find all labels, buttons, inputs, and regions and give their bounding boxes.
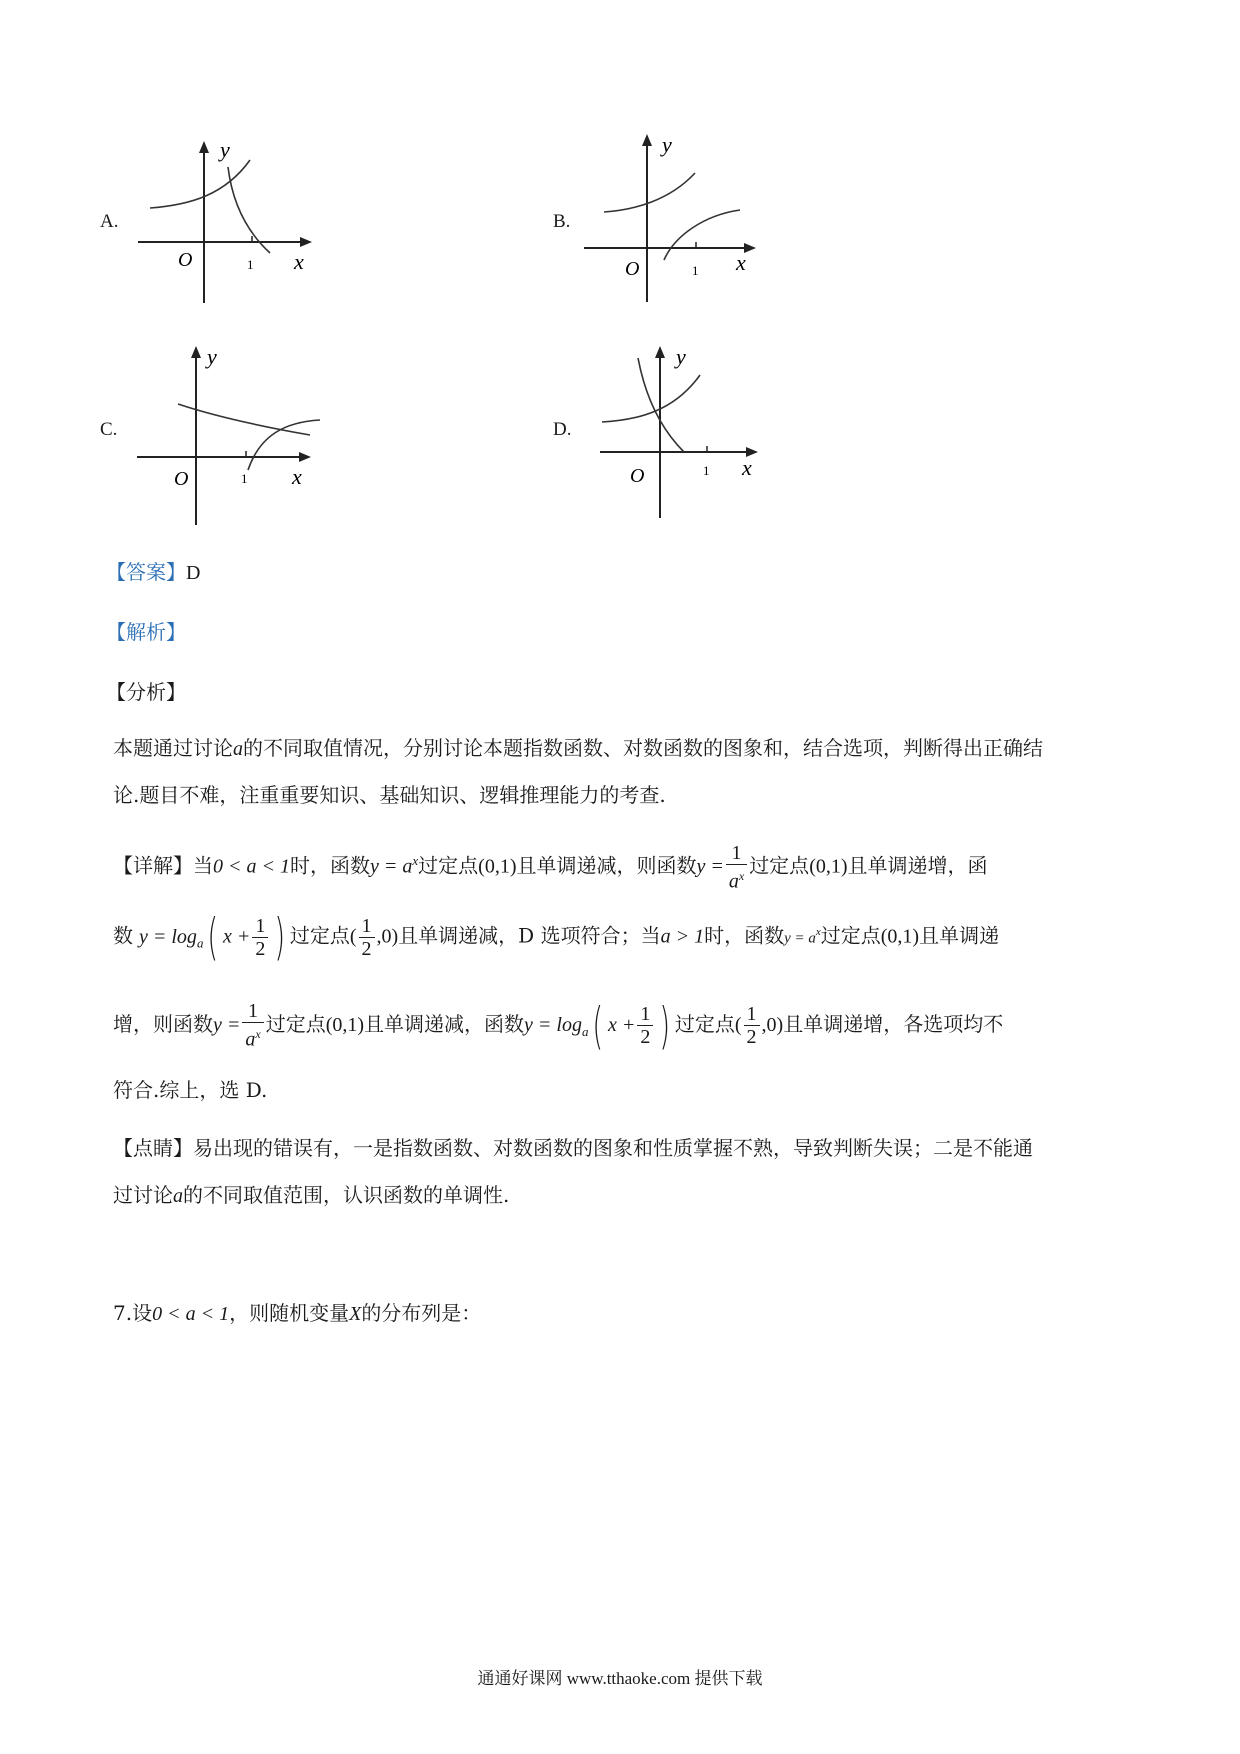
decreasing-exp-curve [178,404,310,435]
y-axis-label: y [207,344,217,369]
numerator: 1 [744,1003,760,1026]
detail-text: 当 [193,853,213,878]
x-axis-label: x [736,250,746,275]
x-axis-label: x [294,249,304,274]
x-axis-arrow-icon [299,452,311,462]
fenxi-text-3: 论.题目不难，注重重要知识、基础知识、逻辑推理能力的考查. [113,783,666,807]
dianjing-tag: 【点睛】 [113,1136,193,1160]
left-paren: ( [592,996,604,1055]
detail-text: 且单调递减，则函数 [516,853,697,878]
point-close: ,0) [376,925,399,948]
question-7 [113,1298,1133,1329]
origin-label: O [625,258,640,280]
option-c-label: C. [100,419,118,440]
random-variable: X [349,1303,362,1325]
dianjing-var: a [173,1185,183,1207]
x-axis-arrow-icon [300,237,312,247]
denominator: 2 [361,937,372,960]
exp-curve [602,375,700,422]
option-b-label: B. [553,211,571,232]
left-paren: ( [207,908,219,967]
page-footer: 通通好课网 www.tthaoke.com 提供下载 [477,1669,763,1688]
option-b-graph [580,130,780,310]
detail-line-2 [113,904,1133,972]
answer-line [106,556,200,585]
fraction [744,1003,760,1048]
answer-tag: 【答案】 [106,560,186,584]
option-d-label: D. [553,419,572,440]
exponent: x [738,868,745,883]
fenxi-text-1: 本题通过讨论 [113,736,233,760]
fraction [637,1003,653,1048]
log-argument: x + [222,925,251,948]
right-paren: ) [274,908,286,967]
point-open: ( [349,925,357,948]
function-log: y = log [524,1014,582,1036]
denominator: 2 [746,1026,757,1048]
detail-text: 过定点 [820,923,881,948]
function-log: y = log [139,925,197,948]
question-text: ，则随机变量 [229,1301,350,1325]
condition: a > 1 [660,925,705,948]
fenxi-paragraph-line2 [113,780,1133,810]
detail-line-4 [113,1075,1133,1105]
function-y: y = [696,855,724,878]
numerator: 1 [359,915,375,938]
y-axis-arrow-icon [642,134,652,146]
tick-label: 1 [247,257,254,272]
analysis-tag: 【解析】 [106,620,186,644]
point-close: ,0) [761,1014,784,1036]
y-axis-label: y [220,137,230,162]
detail-line-3 [113,996,1133,1060]
denominator: 2 [255,937,266,960]
fraction [252,915,268,960]
tick-label: 1 [692,263,699,278]
function-exp: y = a [784,930,816,947]
detail-text: 数 [113,923,133,948]
x-axis-label: x [292,464,302,489]
y-axis-arrow-icon [655,346,665,358]
tick-label: 1 [241,471,248,486]
condition: 0 < a < 1 [213,855,290,878]
log-base: a [196,935,204,951]
origin-label: O [178,249,193,271]
detail-text: 增，则函数 [113,1012,213,1036]
dianjing-text: 过讨论 [113,1183,173,1207]
option-a-label: A. [100,211,119,232]
y-axis-label: y [662,132,672,157]
y-axis-label: y [676,344,686,369]
log-base: a [581,1024,589,1039]
fraction [726,842,747,893]
function-exp: y = a [370,855,413,878]
detail-text: 且单调递增，各选项均不 [783,1012,1004,1036]
dianjing-line-1 [113,1133,1133,1163]
detail-text: 符合.综上，选 D. [113,1078,268,1102]
numerator: 1 [252,915,268,938]
option-d-graph [590,340,790,525]
y-axis-arrow-icon [191,346,201,358]
detail-text: 过定点 [265,1012,326,1036]
origin-label: O [174,468,189,490]
denominator: a [245,1028,256,1051]
exp-curve [604,173,695,212]
answer-value: D [186,562,201,584]
denominator: a [728,870,739,893]
log-argument: x + [607,1014,636,1036]
x-axis-arrow-icon [744,243,756,253]
log-curve [248,420,320,470]
decreasing-curve [228,167,270,253]
point: (0,1) [809,855,848,878]
fenxi-var: a [233,738,243,760]
denominator: 2 [640,1026,651,1048]
condition: 0 < a < 1 [152,1303,230,1325]
dianjing-line-2 [113,1180,1133,1211]
point: (0,1) [478,855,517,878]
origin-label: O [630,465,645,487]
point: (0,1) [880,925,920,948]
detail-text: 且单调递减，D 选项符合；当 [398,923,661,948]
function-y: y = [213,1014,241,1036]
dianjing-text: 易出现的错误有，一是指数函数、对数函数的图象和性质掌握不熟，导致判断失误；二是不能通 [193,1136,1033,1160]
x-axis-label: x [742,455,752,480]
detail-text: 且单调递增，函 [847,853,988,878]
tick-label: 1 [703,463,710,478]
fenxi-paragraph [113,733,1133,764]
detail-text: 过定点 [749,853,810,878]
fraction [359,915,375,960]
dianjing-text: 的不同取值范围，认识函数的单调性. [183,1183,510,1207]
question-number: 7.设 [113,1301,153,1325]
numerator: 1 [637,1003,653,1026]
exponent: x [412,853,419,868]
numerator: 1 [726,842,747,865]
numerator: 1 [242,1000,263,1023]
detail-text: 时，函数 [704,923,785,948]
fraction [242,1000,263,1051]
option-c-graph [130,340,330,530]
question-text: 的分布列是： [361,1301,482,1325]
fenxi-text-2: 的不同取值情况，分别讨论本题指数函数、对数函数的图象和，结合选项，判断得出正确结 [243,736,1043,760]
detail-text: 过定点 [289,923,350,948]
detail-text: 时，函数 [290,853,370,878]
fenxi-tag: 【分析】 [106,680,186,704]
exponent: x [815,926,821,938]
y-axis-arrow-icon [199,141,209,153]
option-a-graph [130,135,330,310]
detail-text: 过定点 [674,1012,735,1036]
right-paren: ) [659,996,671,1055]
point-open: ( [734,1014,742,1036]
detail-text: 过定点 [418,853,479,878]
exponent: x [255,1027,261,1042]
detail-text: 且单调递 [919,923,1000,948]
log-curve [664,210,740,260]
detail-text: 且单调递减，函数 [364,1012,525,1036]
point: (0,1) [325,1014,365,1036]
detail-tag: 【详解】 [113,853,193,878]
detail-line-1 [113,836,1133,892]
